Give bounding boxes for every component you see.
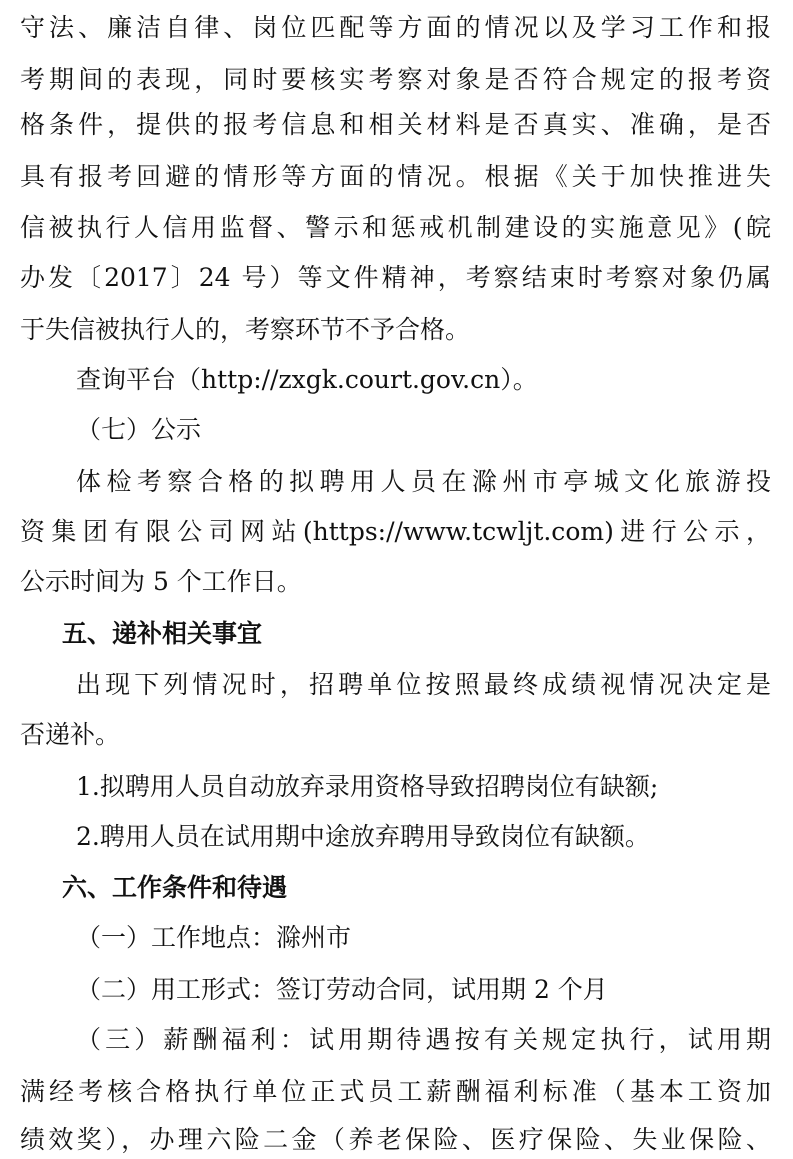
paragraph-line: 体检考察合格的拟聘用人员在滁州市亭城文化旅游投 xyxy=(76,467,771,496)
paragraph-line: 于失信被执行人的，考察环节不予合格。 xyxy=(20,315,471,344)
paragraph-line: （三）薪酬福利：试用期待遇按有关规定执行，试用期 xyxy=(76,1025,771,1054)
paragraph-line: 出现下列情况时，招聘单位按照最终成绩视情况决定是 xyxy=(76,670,771,699)
paragraph-line: （一）工作地点：滁州市 xyxy=(76,923,352,952)
paragraph-line: 守法、廉洁自律、岗位匹配等方面的情况以及学习工作和报 xyxy=(20,13,771,42)
list-item: 2.聘用人员在试用期中途放弃聘用导致岗位有缺额。 xyxy=(76,822,650,851)
paragraph-line: 否递补。 xyxy=(20,720,121,749)
paragraph-line: 信被执行人信用监督、警示和惩戒机制建设的实施意见》(皖 xyxy=(20,213,771,242)
paragraph-line: 办发〔2017〕24 号）等文件精神，考察结束时考察对象仍属 xyxy=(20,263,771,292)
paragraph-line: 查询平台（http://zxgk.court.gov.cn）。 xyxy=(76,365,538,394)
section-heading: 六、工作条件和待遇 xyxy=(62,873,288,902)
section-heading: 五、递补相关事宜 xyxy=(62,619,263,648)
subsection-heading: （七）公示 xyxy=(76,415,202,444)
list-item: 1.拟聘用人员自动放弃录用资格导致招聘岗位有缺额; xyxy=(76,772,659,801)
paragraph-line: （二）用工形式：签订劳动合同，试用期 2 个月 xyxy=(76,975,608,1004)
paragraph-line: 资集团有限公司网站(https://www.tcwljt.com)进行公示， xyxy=(20,517,771,546)
paragraph-line: 具有报考回避的情形等方面的情况。根据《关于加快推进失 xyxy=(20,162,771,191)
paragraph-line: 考期间的表现，同时要核实考察对象是否符合规定的报考资 xyxy=(20,65,771,94)
paragraph-line: 绩效奖），办理六险二金（养老保险、医疗保险、失业保险、 xyxy=(20,1125,771,1154)
paragraph-line: 满经考核合格执行单位正式员工薪酬福利标准（基本工资加 xyxy=(20,1077,771,1106)
paragraph-line: 格条件，提供的报考信息和相关材料是否真实、准确，是否 xyxy=(20,110,771,139)
paragraph-line: 公示时间为 5 个工作日。 xyxy=(20,567,302,596)
